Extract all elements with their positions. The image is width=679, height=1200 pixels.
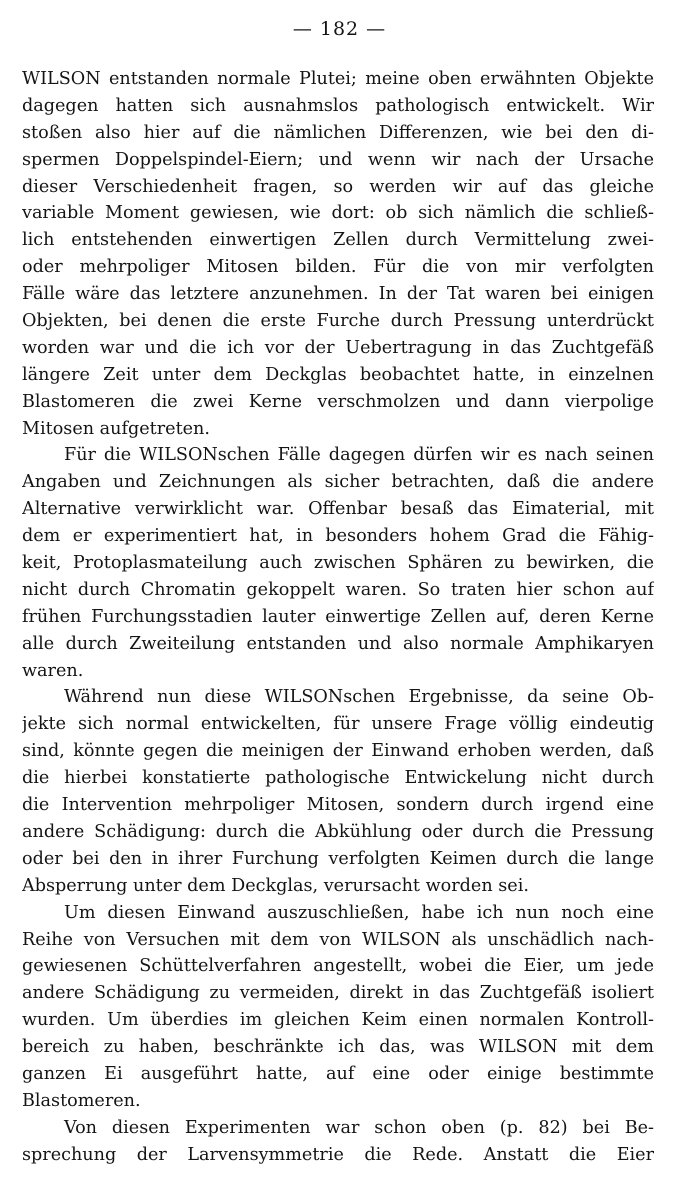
text-line: dagegen hatten sich ausnahmslos pathologisch entwickelt. Wir bbox=[22, 95, 654, 116]
body-text bbox=[22, 66, 654, 1169]
text-line: bereich zu haben, beschränkte ich das, was WILSON mit dem bbox=[22, 1037, 654, 1058]
text-line: Für die WILSONschen Fälle dagegen dürfen wir es nach seinen bbox=[64, 445, 654, 466]
text-line: andere Schädigung: durch die Abkühlung oder durch die Pressung bbox=[22, 821, 654, 842]
text-line: alle durch Zweiteilung entstanden und also normale Amphikaryen bbox=[22, 633, 654, 654]
text-line: längere Zeit unter dem Deckglas beobachtet hatte, in einzelnen bbox=[22, 364, 654, 385]
text-line: dieser Verschiedenheit fragen, so werden wir auf das gleiche bbox=[22, 176, 654, 197]
text-line: Um diesen Einwand auszuschließen, habe ich nun noch eine bbox=[64, 902, 654, 923]
text-line: nicht durch Chromatin gekoppelt waren. So traten hier schon auf bbox=[22, 579, 654, 600]
text-line: die hierbei konstatierte pathologische Entwickelung nicht durch bbox=[22, 768, 654, 789]
text-line: Blastomeren. bbox=[22, 1090, 141, 1111]
paragraph-1 bbox=[22, 66, 654, 442]
text-line: frühen Furchungsstadien lauter einwertige Zellen auf, deren Kerne bbox=[22, 606, 654, 627]
text-line: worden war und die ich vor der Uebertragung in das Zuchtgefäß bbox=[22, 337, 654, 358]
text-line: waren. bbox=[22, 660, 84, 681]
text-line: Reihe von Versuchen mit dem von WILSON als unschädlich nach- bbox=[22, 929, 654, 950]
text-line: stoßen also hier auf die nämlichen Differenzen, wie bei den di- bbox=[22, 122, 654, 143]
text-line: wurden. Um überdies im gleichen Keim einen normalen Kontroll- bbox=[22, 1010, 654, 1031]
text-line: andere Schädigung zu vermeiden, direkt in das Zuchtgefäß isoliert bbox=[22, 983, 654, 1004]
page-number: — 182 — bbox=[292, 18, 387, 40]
text-line: sind, könnte gegen die meinigen der Einwand erhoben werden, daß bbox=[22, 741, 654, 762]
paragraph-5 bbox=[22, 1115, 654, 1169]
text-line: Fälle wäre das letztere anzunehmen. In der Tat waren bei einigen bbox=[22, 284, 654, 305]
text-line: keit, Protoplasmateilung auch zwischen Sphären zu bewirken, die bbox=[22, 553, 654, 574]
text-line: lich entstehenden einwertigen Zellen durch Vermittelung zwei- bbox=[22, 230, 654, 251]
text-line: variable Moment gewiesen, wie dort: ob sich nämlich die schließ- bbox=[22, 203, 654, 224]
text-line: Absperrung unter dem Deckglas, verursacht worden sei. bbox=[22, 875, 529, 896]
text-line: Objekten, bei denen die erste Furche durch Pressung unterdrückt bbox=[22, 311, 654, 332]
text-line: Mitosen aufgetreten. bbox=[22, 418, 210, 439]
text-line: Von diesen Experimenten war schon oben (p. 82) bei Be- bbox=[64, 1117, 654, 1138]
text-line: oder bei den in ihrer Furchung verfolgten Keimen durch die lange bbox=[22, 848, 654, 869]
text-line: ganzen Ei ausgeführt hatte, auf eine oder einige bestimmte bbox=[22, 1063, 654, 1084]
text-line: Angaben und Zeichnungen als sicher betrachten, daß die andere bbox=[22, 472, 654, 493]
text-line: Während nun diese WILSONschen Ergebnisse, da seine Ob- bbox=[64, 687, 654, 708]
paragraph-2 bbox=[22, 442, 654, 684]
text-line: Blastomeren die zwei Kerne verschmolzen und dann vierpolige bbox=[22, 391, 654, 412]
text-line: gewiesenen Schüttelverfahren angestellt, wobei die Eier, um jede bbox=[22, 956, 654, 977]
text-line: WILSON entstanden normale Plutei; meine oben erwähnten Objekte bbox=[22, 69, 654, 89]
paragraph-3 bbox=[22, 684, 654, 899]
text-line: oder mehrpoliger Mitosen bilden. Für die von mir verfolgten bbox=[22, 257, 654, 278]
text-line: sprechung der Larvensymmetrie die Rede. Anstatt die Eier bbox=[22, 1144, 654, 1165]
text-line: die Intervention mehrpoliger Mitosen, sondern durch irgend eine bbox=[22, 795, 654, 816]
paragraph-4 bbox=[22, 900, 654, 1115]
text-line: dem er experimentiert hat, in besonders hohem Grad die Fähig- bbox=[22, 526, 654, 547]
text-line: spermen Doppelspindel-Eiern; und wenn wir nach der Ursache bbox=[22, 149, 654, 170]
text-line: Alternative verwirklicht war. Offenbar besaß das Eimaterial, mit bbox=[22, 499, 654, 520]
text-line: jekte sich normal entwickelten, für unsere Frage völlig eindeutig bbox=[22, 714, 654, 735]
